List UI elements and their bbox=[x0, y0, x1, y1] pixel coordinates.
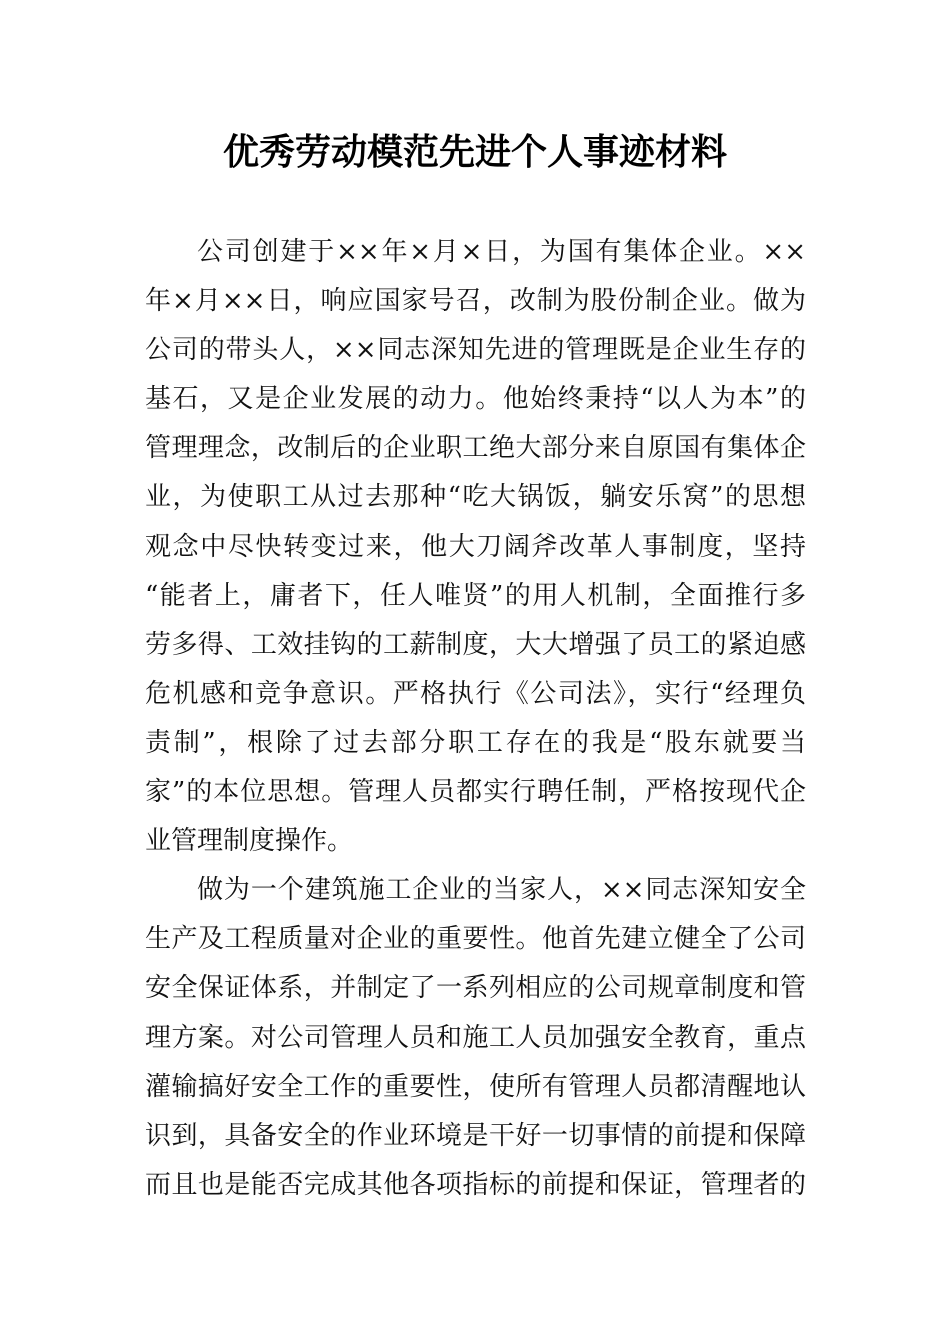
text-line: 公司创建于××年×月×日，为国有集体企业。×× bbox=[197, 237, 806, 267]
text-line: 劳多得、工效挂钩的工薪制度，大大增强了员工的紧迫感 bbox=[145, 629, 806, 660]
text-line: 业管理制度操作。 bbox=[145, 826, 354, 857]
document-body bbox=[145, 228, 806, 1210]
text-line: 年×月××日，响应国家号召，改制为股份制企业。做为 bbox=[145, 286, 806, 317]
text-line: “能者上，庸者下，任人唯贤”的用人机制，全面推行多 bbox=[145, 580, 806, 611]
text-line: 管理理念，改制后的企业职工绝大部分来自原国有集体企 bbox=[145, 433, 806, 464]
text-line: 安全保证体系，并制定了一系列相应的公司规章制度和管 bbox=[145, 973, 806, 1004]
paragraph-1 bbox=[145, 228, 806, 866]
document-title: 优秀劳动模范先进个人事迹材料 bbox=[222, 131, 727, 173]
text-line: 责制”，根除了过去部分职工存在的我是“股东就要当 bbox=[145, 727, 806, 758]
paragraph-2 bbox=[145, 866, 806, 1210]
text-line: 生产及工程质量对企业的重要性。他首先建立健全了公司 bbox=[145, 924, 806, 955]
text-line: 业，为使职工从过去那种“吃大锅饭，躺安乐窝”的思想 bbox=[145, 482, 806, 513]
text-line: 识到，具备安全的作业环境是干好一切事情的前提和保障 bbox=[145, 1120, 806, 1151]
text-line: 家”的本位思想。管理人员都实行聘任制，严格按现代企 bbox=[145, 777, 806, 808]
text-line: 理方案。对公司管理人员和施工人员加强安全教育，重点 bbox=[145, 1022, 806, 1053]
text-line: 基石，又是企业发展的动力。他始终秉持“以人为本”的 bbox=[145, 384, 806, 415]
text-line: 做为一个建筑施工企业的当家人，××同志深知安全 bbox=[197, 875, 806, 906]
text-line: 而且也是能否完成其他各项指标的前提和保证，管理者的 bbox=[145, 1169, 806, 1200]
text-line: 危机感和竞争意识。严格执行《公司法》，实行“经理负 bbox=[145, 678, 806, 709]
text-line: 灌输搞好安全工作的重要性，使所有管理人员都清醒地认 bbox=[145, 1071, 806, 1102]
text-line: 公司的带头人，××同志深知先进的管理既是企业生存的 bbox=[145, 335, 806, 366]
text-line: 观念中尽快转变过来，他大刀阔斧改革人事制度，坚持 bbox=[145, 531, 806, 562]
